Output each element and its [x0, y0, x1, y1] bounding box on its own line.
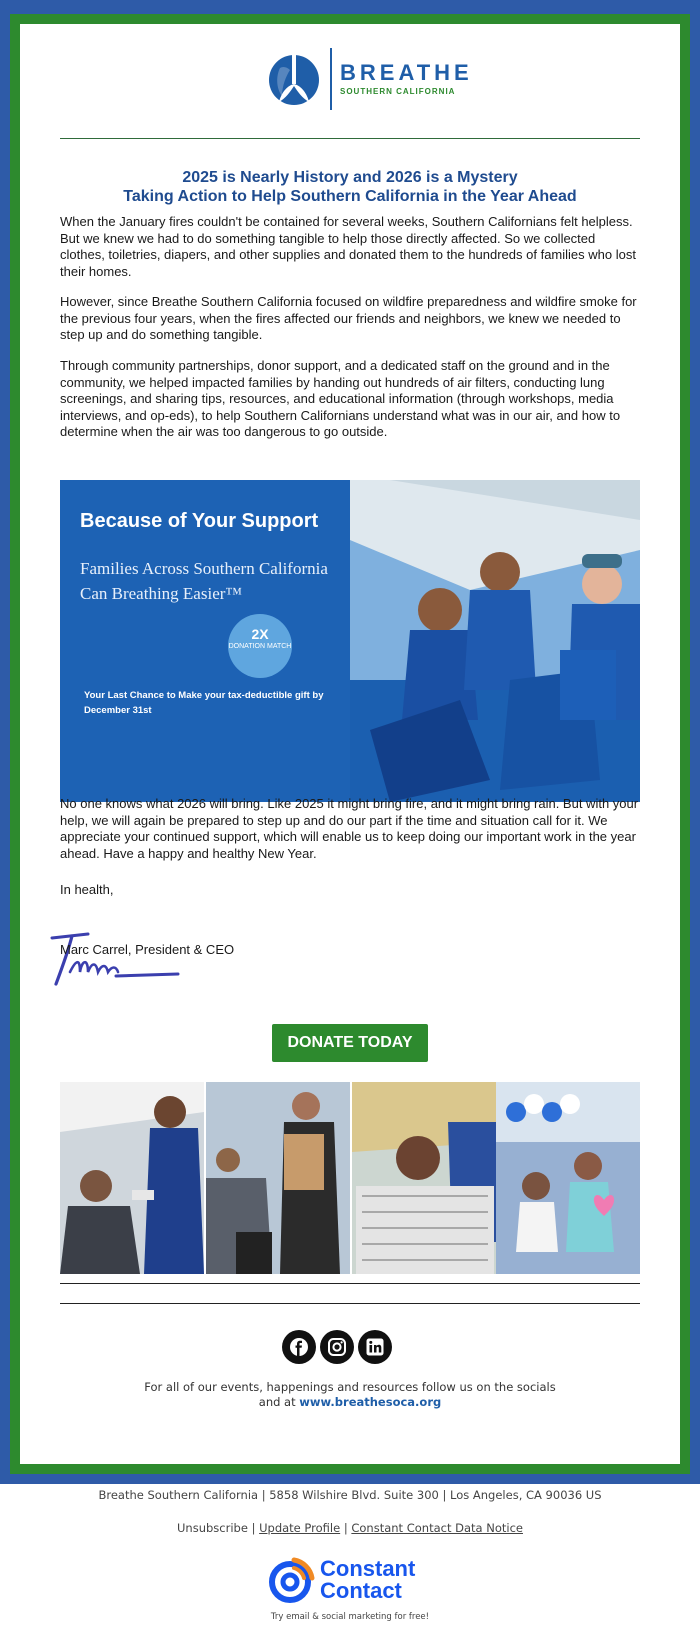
body-paragraph-3: Through community partnerships, donor support, and a dedicated staff on the ground and in the community, we helped impacted families by handing out hundreds of air filters, conducting lung screenings, and sharing tips, resources, and educational information (through workshops, media interviews, and op-eds), to help Southern Californians understand what was in our air, and how to determine when the air was too dangerous to go outside. — [60, 358, 621, 439]
footer-divider-2 — [60, 1303, 640, 1304]
headline — [60, 168, 640, 206]
footer-links: Unsubscribe | Update Profile | Constant Contact Data Notice — [177, 1521, 523, 1535]
constant-contact-wordmark — [320, 1558, 415, 1602]
linkedin-button[interactable] — [358, 1330, 392, 1364]
constant-contact-tagline[interactable]: Try email & social marketing for free! — [270, 1612, 430, 1622]
lungs-logo-icon — [268, 54, 320, 106]
headline-line-1: 2025 is Nearly History and 2026 is a Mystery — [182, 169, 518, 186]
banner-deadline-note: Your Last Chance to Make your tax-deductible gift by December 31st — [84, 690, 324, 716]
support-banner[interactable] — [60, 480, 640, 802]
follow-text-line-2 — [60, 1395, 640, 1410]
donate-button[interactable]: DONATE TODAY — [272, 1024, 428, 1062]
salutation: In health, — [60, 882, 114, 897]
donation-match-badge — [228, 614, 292, 678]
linkedin-icon — [365, 1337, 385, 1357]
volunteers-photo — [350, 480, 640, 802]
signer-name: Marc Carrel, President & CEO — [60, 942, 235, 957]
breathe-logo[interactable] — [248, 48, 473, 112]
facebook-icon — [289, 1337, 309, 1357]
follow-and-at: and at — [258, 1395, 296, 1409]
air-filter-family-photo[interactable] — [206, 1082, 350, 1274]
website-link[interactable]: www.breathesoca.org — [299, 1395, 442, 1409]
cc-wordmark-line-2: Contact — [320, 1578, 402, 1603]
badge-value: 2X — [251, 626, 269, 642]
handwritten-signature — [50, 932, 180, 990]
body-paragraph-1: When the January fires couldn't be contained for several weeks, Southern Californians felt helpless. But we knew we had to do something tangible to help those directly affected. So we collected clothes, toiletries, diapers, and other supplies and donated them to the hundreds of families who lost their homes. — [60, 214, 636, 279]
child-air-filter-photo[interactable] — [352, 1082, 496, 1274]
instagram-button[interactable] — [320, 1330, 354, 1364]
headline-line-2: Taking Action to Help Southern California in the Year Ahead — [123, 188, 577, 205]
unsubscribe-link[interactable]: Unsubscribe — [177, 1521, 248, 1535]
data-notice-link[interactable]: Constant Contact Data Notice — [351, 1521, 523, 1535]
constant-contact-logo[interactable] — [268, 1556, 438, 1608]
logo-divider — [330, 48, 332, 110]
header-divider — [60, 138, 640, 139]
follow-text-line-1: For all of our events, happenings and resources follow us on the socials — [144, 1380, 556, 1394]
footer-divider-1 — [60, 1283, 640, 1284]
body-paragraph-4: No one knows what 2026 will bring. Like 2025 it might bring fire, and it might bring rain. But with your help, we will again be prepared to step up and do our part if the time and situation call for it. We appreciate your continued support, which will enable us to keep doing our important work in the year ahead. Have a happy and healthy New Year. — [60, 796, 639, 861]
instagram-icon — [327, 1337, 347, 1357]
footer-address: Breathe Southern California | 5858 Wilshire Blvd. Suite 300 | Los Angeles, CA 90036 US — [98, 1488, 602, 1502]
banner-heading: Because of Your Support — [80, 510, 319, 532]
logo-subtitle: SOUTHERN CALIFORNIA — [340, 87, 456, 96]
constant-contact-mark-icon — [268, 1556, 316, 1604]
follow-us-text — [60, 1380, 640, 1410]
lung-screening-photo[interactable] — [60, 1082, 204, 1274]
body-paragraph-2: However, since Breathe Southern California focused on wildfire preparedness and wildfire smoke for the previous four years, when the fires affected our friends and neighbors, we knew we needed to step up and do something tangible. — [60, 294, 637, 342]
badge-label: DONATION MATCH — [228, 643, 292, 650]
update-profile-link[interactable]: Update Profile — [259, 1521, 341, 1535]
facebook-button[interactable] — [282, 1330, 316, 1364]
cc-wordmark-line-1: Constant — [320, 1556, 416, 1581]
banner-subheading: Families Across Southern California Can Breathing Easier™ — [80, 559, 328, 603]
logo-name: BREATHE — [340, 60, 473, 85]
kids-event-photo[interactable] — [496, 1082, 640, 1274]
email-card — [20, 24, 680, 1464]
